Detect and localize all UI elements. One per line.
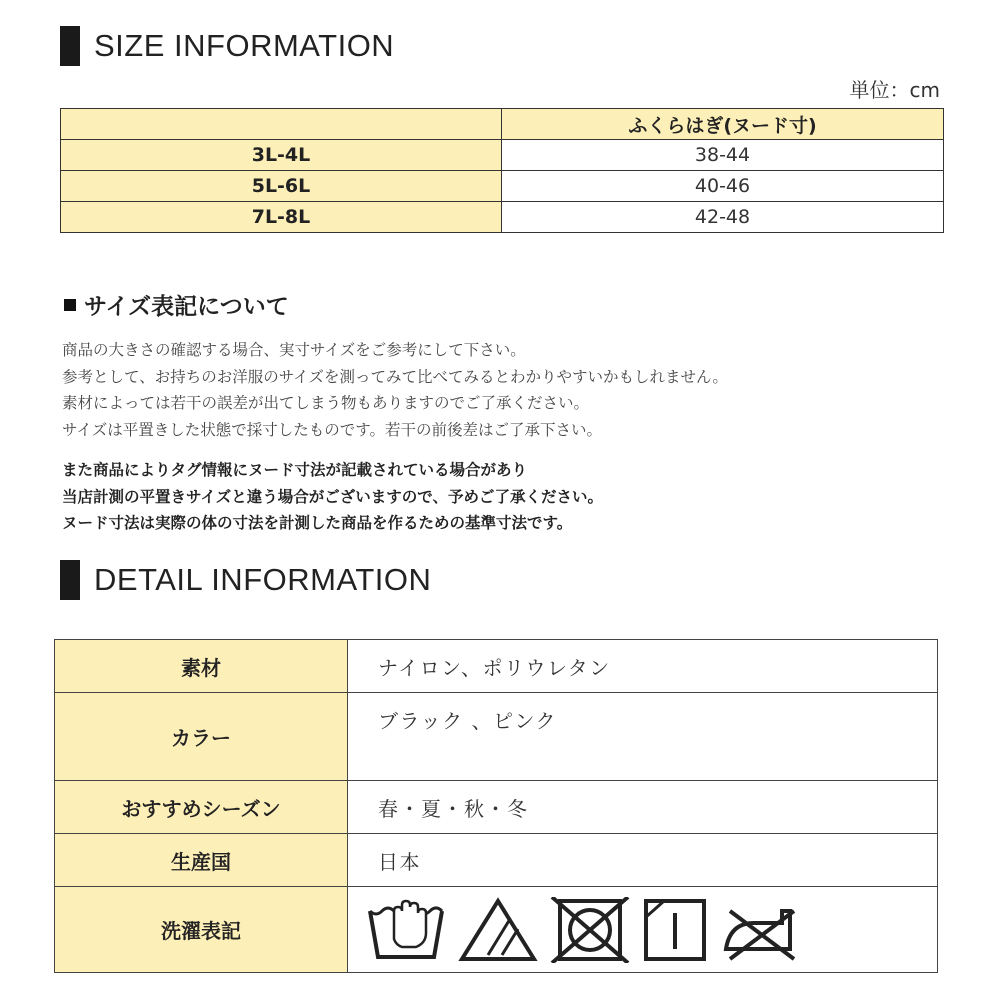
- table-row: [55, 781, 938, 834]
- care-icons: [348, 897, 937, 963]
- note-line: 参考として、お持ちのお洋服のサイズを測ってみて比べてみるとわかりやすいかもしれません。: [62, 367, 728, 386]
- detail-label: カラー: [55, 693, 348, 781]
- table-row: [61, 140, 944, 171]
- section-bar: [60, 26, 80, 66]
- size-notes-bold: [62, 457, 603, 537]
- bleach-allowed-icon: [458, 897, 538, 963]
- size-table-corner: [61, 109, 502, 140]
- size-label: 5L-6L: [61, 171, 502, 202]
- no-iron-icon: [720, 897, 802, 963]
- size-notes-body: [62, 337, 728, 443]
- size-label: 7L-8L: [61, 202, 502, 233]
- size-value: 38-44: [502, 140, 944, 171]
- section-bar: [60, 560, 80, 600]
- size-info-header: [60, 26, 394, 66]
- table-row: [61, 171, 944, 202]
- detail-label: 洗濯表記: [55, 887, 348, 973]
- size-table: [60, 108, 944, 233]
- detail-info-title: DETAIL INFORMATION: [94, 562, 432, 597]
- detail-value: 春・夏・秋・冬: [348, 781, 938, 834]
- table-row: [55, 887, 938, 973]
- size-label: 3L-4L: [61, 140, 502, 171]
- table-row: [55, 693, 938, 781]
- size-notes-heading: [64, 288, 289, 321]
- detail-value: 日本: [348, 834, 938, 887]
- detail-info-header: [60, 560, 431, 600]
- bold-note-line: また商品によりタグ情報にヌード寸法が記載されている場合があり: [62, 461, 528, 479]
- no-tumble-dry-icon: [550, 897, 630, 963]
- bold-note-line: 当店計測の平置きサイズと違う場合がございますので、予めご了承ください。: [62, 487, 603, 506]
- detail-label: 生産国: [55, 834, 348, 887]
- table-row: [61, 202, 944, 233]
- detail-value: ブラック 、ピンク: [348, 693, 938, 781]
- size-table-header-row: [61, 109, 944, 140]
- drip-dry-icon: [642, 897, 708, 963]
- detail-table: [54, 639, 938, 973]
- detail-label: 素材: [55, 640, 348, 693]
- bold-note-line: ヌード寸法は実際の体の寸法を計測した商品を作るための基準寸法です。: [62, 514, 573, 532]
- hand-wash-icon: [366, 897, 446, 963]
- note-line: 素材によっては若干の誤差が出てしまう物もありますのでご了承ください。: [62, 394, 590, 412]
- square-bullet-icon: [64, 299, 76, 311]
- detail-value: ナイロン、ポリウレタン: [348, 640, 938, 693]
- note-line: 商品の大きさの確認する場合、実寸サイズをご参考にして下さい。: [62, 341, 526, 359]
- table-row: [55, 640, 938, 693]
- table-row: [55, 834, 938, 887]
- detail-label: おすすめシーズン: [55, 781, 348, 834]
- size-value: 40-46: [502, 171, 944, 202]
- unit-label: 単位：cm: [849, 78, 940, 102]
- care-icons-cell: [348, 887, 938, 973]
- size-value: 42-48: [502, 202, 944, 233]
- size-info-title: SIZE INFORMATION: [94, 28, 395, 63]
- size-notes-heading-text: サイズ表記について: [84, 294, 289, 320]
- calf-column-header: ふくらはぎ(ヌード寸): [502, 109, 944, 140]
- note-line: サイズは平置きした状態で採寸したものです。若干の前後差はご了承下さい。: [62, 420, 603, 439]
